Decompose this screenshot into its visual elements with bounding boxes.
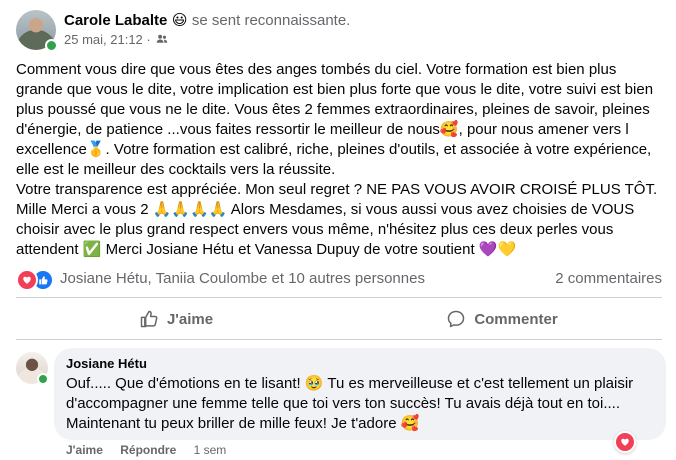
post-paragraph: Mille Merci a vous 2 🙏🙏🙏🙏 Alors Mesdames, si vous aussi vous avez choisies de VOUS choisir avec le plus grand respect envers vous même, n'hésitez plus ces deux perles vous attendent ✅ Merci Josiane Hétu et Vanessa Dupuy de votre soutient 💜💛 (16, 201, 635, 258)
post-body (16, 60, 666, 260)
comment-author[interactable]: Josiane Hétu (66, 356, 147, 371)
divider (16, 297, 662, 298)
post-actions (16, 300, 662, 338)
comment-text: Ouf..... Que d'émotions en te lisant! 🥹 Tu es merveilleuse et c'est tellement un plaisir d'accompagner une femme telle que toi vers ton succès! Tu avais déjà tout en toi.... Maintenant tu peux briller de mille feux! Je t'adore 🥰 (66, 375, 634, 432)
thumbs-up-icon (139, 309, 159, 329)
meta-separator: · (146, 32, 151, 47)
like-button-label: J'aime (166, 310, 214, 328)
author-name[interactable]: Carole Labalte (64, 12, 168, 29)
post-paragraph: Votre transparence est appréciée. Mon seul regret ? NE PAS VOUS AVOIR CROISÉ PLUS TÔT. (16, 181, 658, 198)
author-line (64, 11, 350, 30)
post-paragraph: Comment vous dire que vous êtes des anges tombés du ciel. Votre formation est bien plus grande que vous le dite, votre implication est bien plus forte que vous le dite, votre suivi est bien plus poussé que vous ne le dite. Vous êtes 2 femmes extraordinaires, pleines de savoir, pleines d'énergie, de patience ...vous faites ressortir le meilleur de nous🥰, pour nous amener vers l excellence🥇. Votre formation est calibré, riche, pleines d'outils, et associée à votre expérience, elle est le meilleur des cocktails vers la réussite. (16, 61, 654, 178)
reaction-names[interactable]: Josiane Hétu, Taniia Coulombe et 10 autres personnes (60, 270, 425, 287)
comment-button[interactable] (342, 300, 662, 338)
reaction-icons[interactable] (16, 268, 56, 288)
feeling-text: se sent reconnaissante. (191, 12, 351, 29)
post-timestamp[interactable]: 25 mai, 21:12 (64, 32, 143, 47)
comment-like-button[interactable]: J'aime (66, 443, 103, 457)
online-status-icon (37, 373, 49, 385)
feeling-emoji-icon: 😃 (171, 12, 188, 29)
comment-time[interactable]: 1 sem (193, 443, 227, 457)
comment-button-label: Commenter (474, 310, 558, 328)
comment-reply-button[interactable]: Répondre (120, 443, 177, 457)
comment-bubble-icon (446, 309, 466, 329)
like-button[interactable] (16, 300, 336, 338)
comments-count[interactable]: 2 commentaires (555, 270, 662, 287)
reactions-summary (16, 268, 662, 290)
post-meta (64, 32, 168, 48)
divider (16, 339, 662, 340)
online-status-icon (45, 39, 58, 52)
friends-icon[interactable] (156, 33, 168, 48)
heart-icon[interactable] (614, 431, 636, 453)
heart-icon (16, 269, 38, 291)
comment-actions (66, 443, 226, 457)
comment-bubble (54, 348, 666, 440)
